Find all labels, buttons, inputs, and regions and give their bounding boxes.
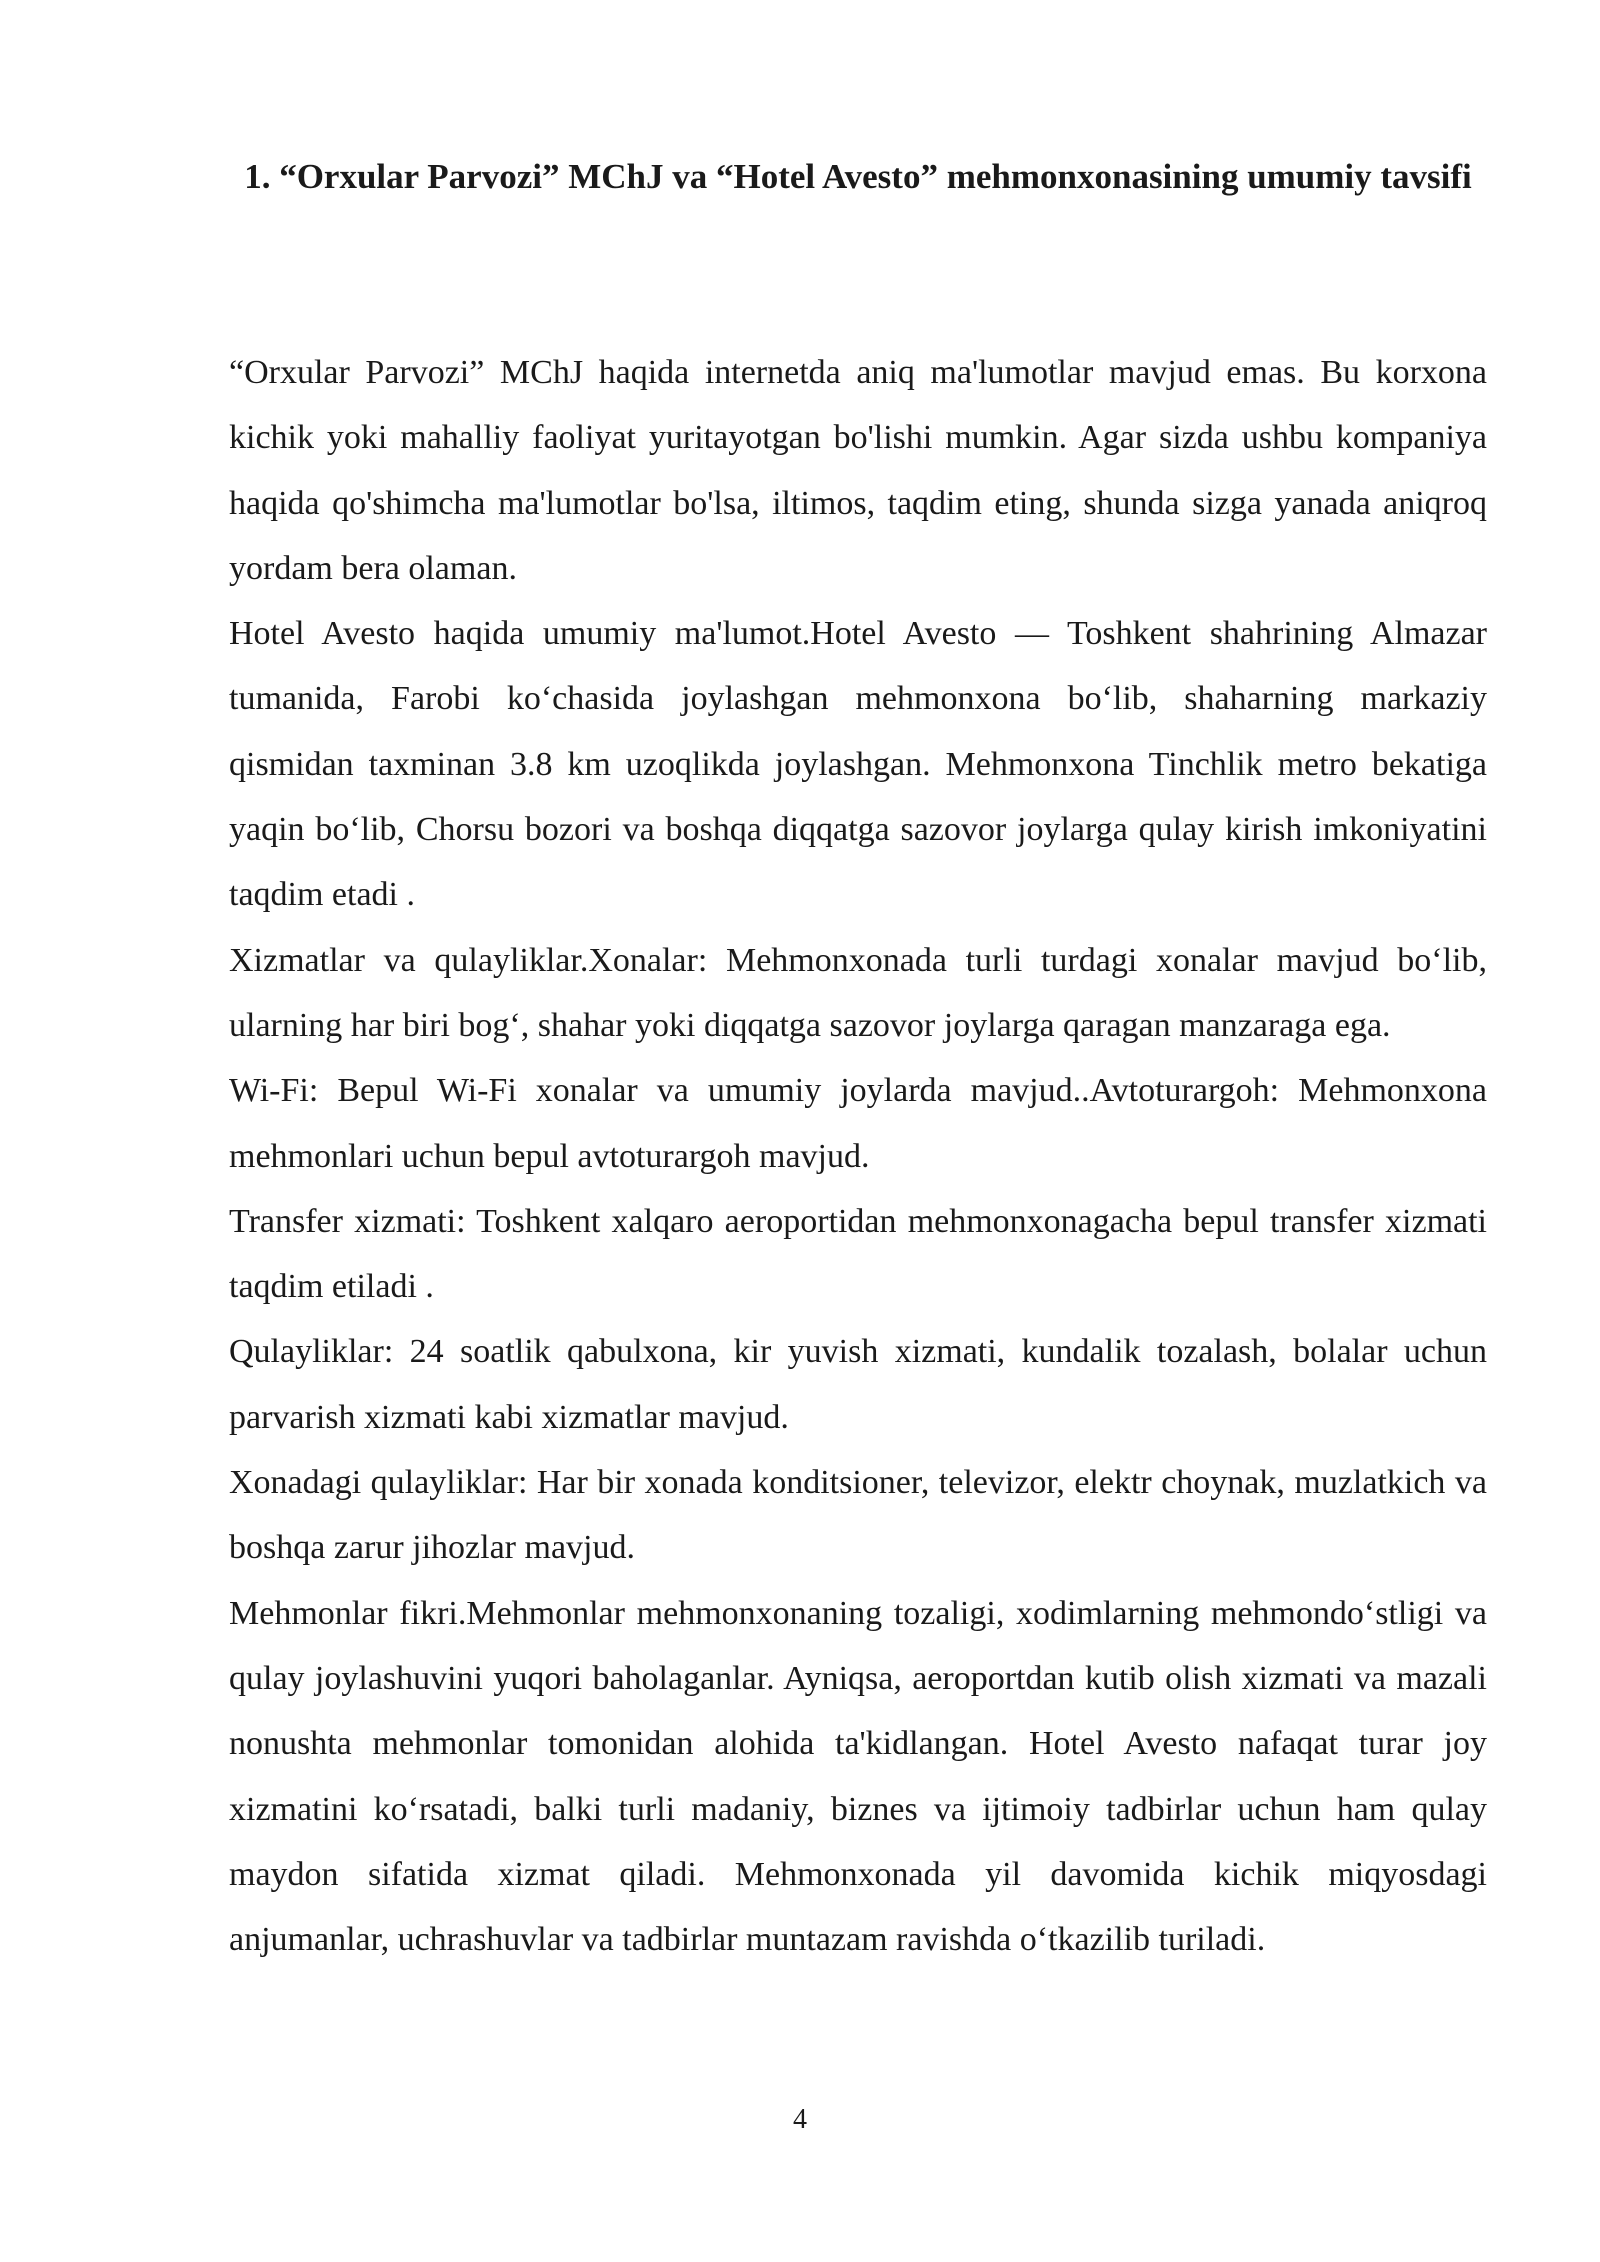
- paragraph-room-amenities: Xonadagi qulayliklar: Har bir xonada konditsioner, televizor, elektr choynak, muzlatkich va boshqa zarur jihozlar mavjud.: [229, 1464, 1487, 1567]
- paragraph-company-info: “Orxular Parvozi” MChJ haqida internetda aniq ma'lumotlar mavjud emas. Bu korxona kichik yoki mahalliy faoliyat yuritayotgan bo'lishi mumkin. Agar sizda ushbu kompaniya haqida qo'shimcha ma'lumotlar bo'lsa, iltimos, taqdim eting, shunda sizga yanada aniqroq yordam bera olaman.: [229, 354, 1487, 587]
- paragraph-transfer: Transfer xizmati: Toshkent xalqaro aeroportidan mehmonxonagacha bepul transfer xizmati taqdim etiladi .: [229, 1202, 1487, 1306]
- paragraph-rooms: Xizmatlar va qulayliklar.Xonalar: Mehmonxonada turli turdagi xonalar mavjud bo‘lib, ularning har biri bog‘, shahar yoki diqqatga sazovor joylarga qaragan manzaraga ega.: [229, 941, 1487, 1044]
- paragraph-hotel-overview: Hotel Avesto haqida umumiy ma'lumot.Hotel Avesto — Toshkent shahrining Almazar tumanida, Farobi ko‘chasida joylashgan mehmonxona bo‘lib, shaharning markaziy qismidan taxminan 3.8 km uzoqlikda joylashgan. Mehmonxona Tinchlik metro bekatiga yaqin bo‘lib, Chorsu bozori va boshqa diqqatga sazovor joylarga qulay kirish imkoniyatini taqdim etadi .: [229, 615, 1487, 914]
- section-title: 1. “Orxular Parvozi” MChJ va “Hotel Avesto” mehmonxonasining umumiy tavsifi: [244, 157, 1472, 196]
- paragraph-wifi-parking: Wi-Fi: Bepul Wi-Fi xonalar va umumiy joylarda mavjud..Avtoturargoh: Mehmonxona mehmonlari uchun bepul avtoturargoh mavjud.: [229, 1072, 1487, 1175]
- paragraph-amenities: Qulayliklar: 24 soatlik qabulxona, kir yuvish xizmati, kundalik tozalash, bolalar uchun parvarish xizmati kabi xizmatlar mavjud.: [229, 1333, 1487, 1436]
- document-body: [229, 340, 1487, 1972]
- paragraph-guest-reviews: Mehmonlar fikri.Mehmonlar mehmonxonaning tozaligi, xodimlarning mehmondo‘stligi va qulay joylashuvini yuqori baholaganlar. Ayniqsa, aeroportdan kutib olish xizmati va mazali nonushta mehmonlar tomonidan alohida ta'kidlangan. Hotel Avesto nafaqat turar joy xizmatini ko‘rsatadi, balki turli madaniy, biznes va ijtimoiy tadbirlar uchun ham qulay maydon sifatida xizmat qiladi. Mehmonxonada yil davomida kichik miqyosdagi anjumanlar, uchrashuvlar va tadbirlar muntazam ravishda o‘tkazilib turiladi.: [229, 1594, 1487, 1959]
- page-number: 4: [793, 2104, 807, 2135]
